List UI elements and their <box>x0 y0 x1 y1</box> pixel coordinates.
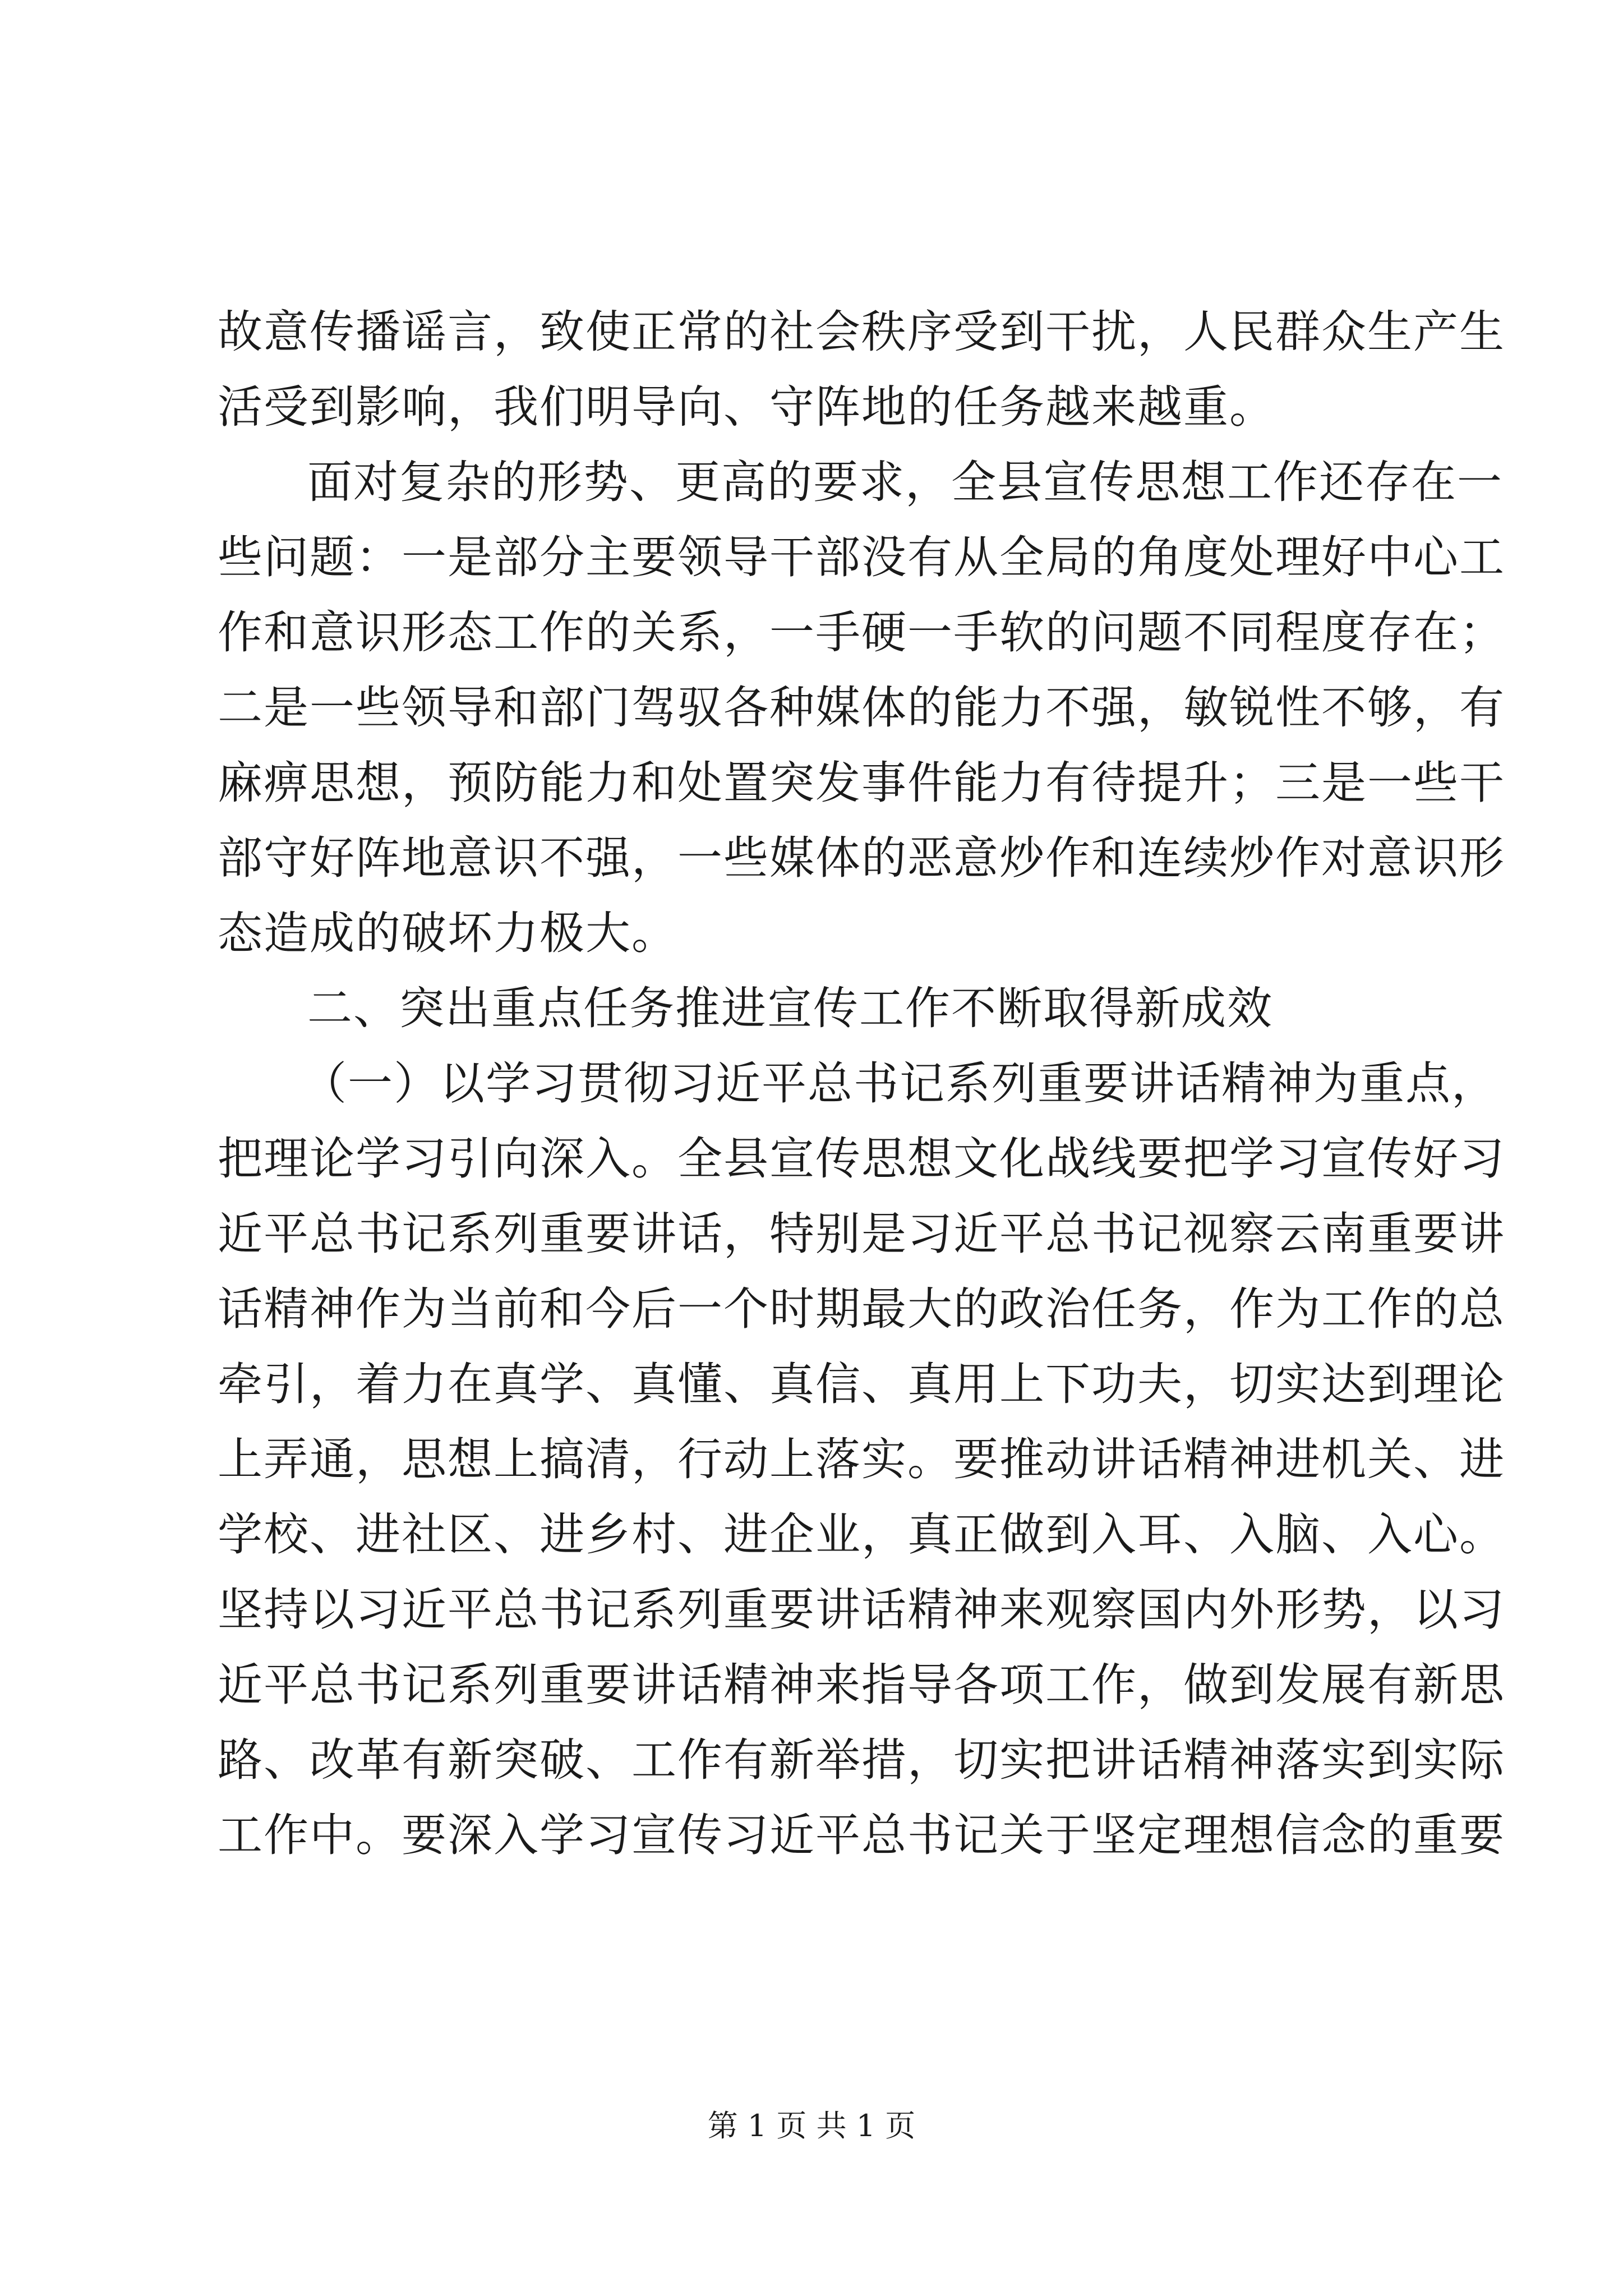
text-line: 些问题：一是部分主要领导干部没有从全局的角度处理好中心工 <box>218 531 1505 583</box>
text-line: 话精神作为当前和今后一个时期最大的政治任务，作为工作的总 <box>218 1283 1505 1335</box>
text-line: 路、改革有新突破、工作有新举措，切实把讲话精神落实到实际 <box>218 1734 1505 1786</box>
text-line: 学校、进社区、进乡村、进企业，真正做到入耳、入脑、入心。 <box>218 1508 1505 1561</box>
text-line: 上弄通，思想上搞清，行动上落实。要推动讲话精神进机关、进 <box>218 1433 1505 1485</box>
paragraph-start-line: 面对复杂的形势、更高的要求，全县宣传思想工作还存在一 <box>307 456 1503 508</box>
text-line: 把理论学习引向深入。全县宣传思想文化战线要把学习宣传好习 <box>218 1133 1505 1185</box>
text-line: 部守好阵地意识不强，一些媒体的恶意炒作和连续炒作对意识形 <box>218 832 1505 884</box>
text-line: 工作中。要深入学习宣传习近平总书记关于坚定理想信念的重要 <box>218 1809 1505 1861</box>
section-heading: 二、突出重点任务推进宣传工作不断取得新成效 <box>307 982 1273 1034</box>
text-line: 近平总书记系列重要讲话精神来指导各项工作，做到发展有新思 <box>218 1659 1505 1711</box>
text-line: 近平总书记系列重要讲话，特别是习近平总书记视察云南重要讲 <box>218 1208 1505 1260</box>
text-line: 态造成的破坏力极大。 <box>218 907 677 959</box>
text-line: 故意传播谣言，致使正常的社会秩序受到干扰，人民群众生产生 <box>218 306 1505 358</box>
body-text <box>218 295 1505 1873</box>
text-line: 活受到影响，我们明导向、守阵地的任务越来越重。 <box>218 381 1275 433</box>
text-line: 二是一些领导和部门驾驭各种媒体的能力不强，敏锐性不够，有 <box>218 682 1505 734</box>
subsection-heading-line: （一）以学习贯彻习近平总书记系列重要讲话精神为重点， <box>302 1057 1497 1110</box>
text-line: 麻痹思想，预防能力和处置突发事件能力有待提升；三是一些干 <box>218 757 1505 809</box>
text-line: 坚持以习近平总书记系列重要讲话精神来观察国内外形势，以习 <box>218 1584 1505 1636</box>
text-line: 牵引，着力在真学、真懂、真信、真用上下功夫，切实达到理论 <box>218 1358 1505 1410</box>
page-footer: 第 1 页 共 1 页 <box>707 2108 916 2143</box>
text-line: 作和意识形态工作的关系，一手硬一手软的问题不同程度存在； <box>218 606 1505 659</box>
